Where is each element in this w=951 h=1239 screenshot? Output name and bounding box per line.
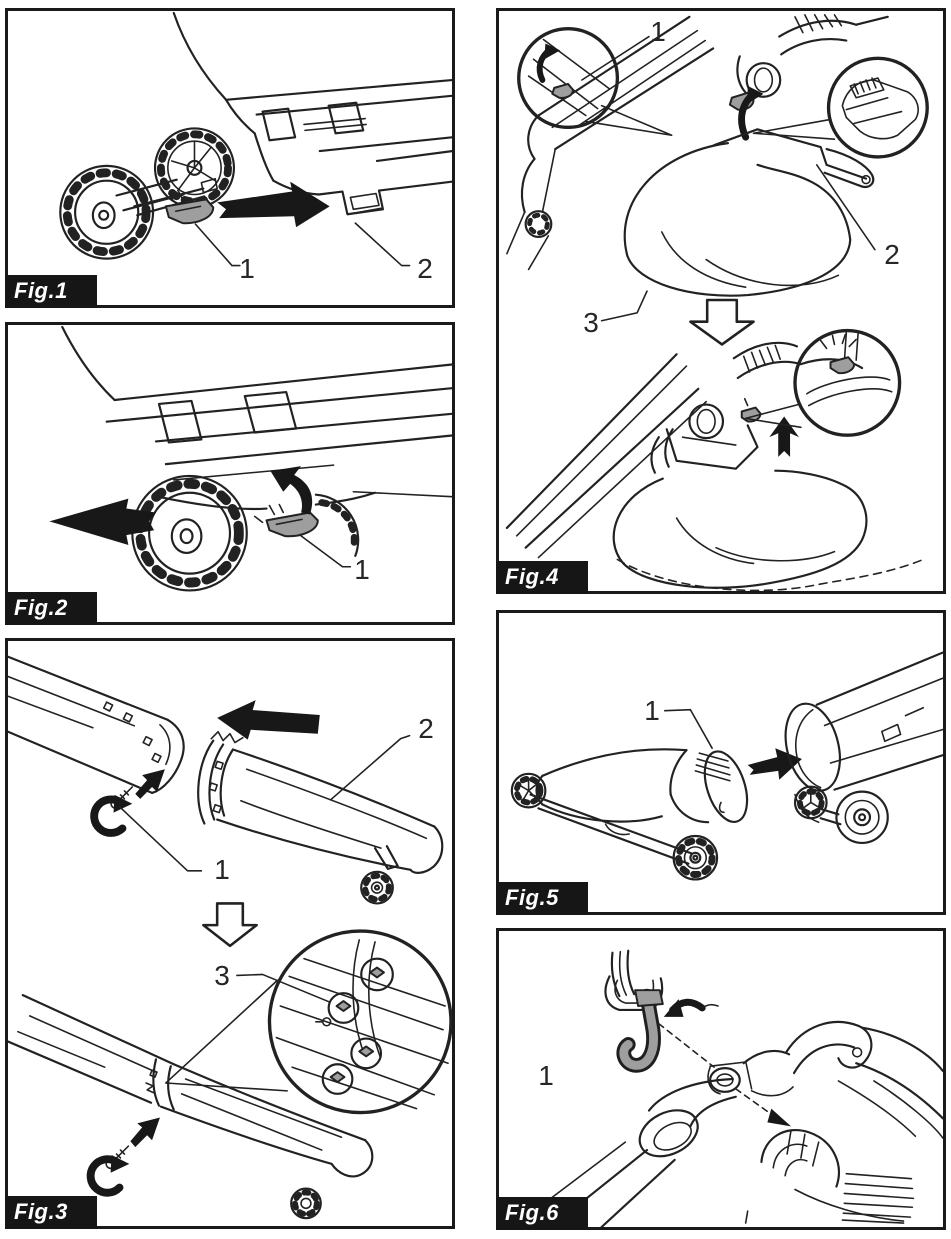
figure-1-label: Fig.1: [5, 275, 97, 308]
figure-3-callout-2: 2: [418, 713, 434, 744]
figure-4-callout-3: 3: [583, 307, 599, 338]
figure-2-callout-1: 1: [354, 554, 370, 585]
figure-6-panel: [496, 928, 946, 1230]
figure-4-callout-2: 2: [884, 239, 900, 270]
figure-1-callout-1: 1: [239, 253, 255, 284]
figure-3-illustration: [8, 641, 452, 1226]
figure-1-illustration: [8, 11, 452, 305]
figure-2-illustration: [8, 325, 452, 622]
figure-6-callout-1: 1: [538, 1060, 554, 1091]
figure-5-panel: [496, 610, 946, 915]
figure-2-panel: [5, 322, 455, 625]
figure-5-callout-1: 1: [644, 695, 660, 726]
figure-4-panel: [496, 8, 946, 594]
figure-5-label: Fig.5: [496, 882, 588, 915]
figure-5-illustration: [499, 613, 943, 912]
figure-4-illustration: [499, 11, 943, 591]
figure-6-label: Fig.6: [496, 1197, 588, 1230]
figure-2-label: Fig.2: [5, 592, 97, 625]
figure-3-callout-1: 1: [214, 854, 230, 885]
figure-3-panel: [5, 638, 455, 1229]
figure-4-label: Fig.4: [496, 561, 588, 594]
figure-3-callout-3: 3: [214, 960, 230, 991]
figure-1-callout-2: 2: [417, 253, 433, 284]
figure-1-panel: [5, 8, 455, 308]
figure-6-illustration: [499, 931, 943, 1227]
figure-3-label: Fig.3: [5, 1196, 97, 1229]
figure-4-callout-1: 1: [650, 16, 666, 47]
